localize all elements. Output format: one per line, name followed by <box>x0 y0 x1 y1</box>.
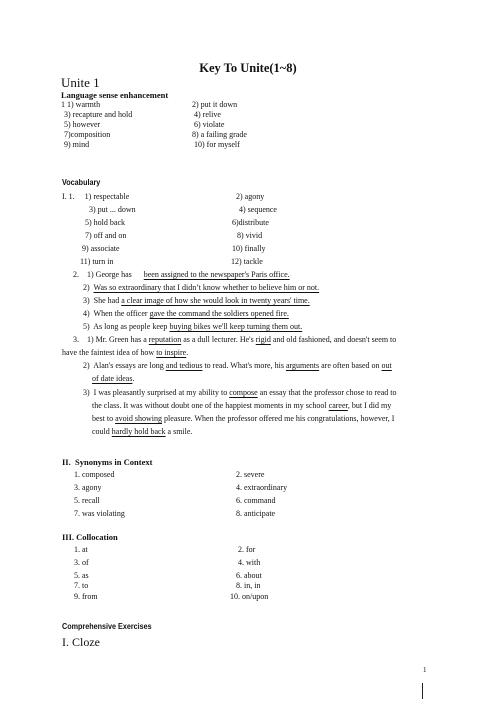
list-item: 4) relive <box>194 110 221 119</box>
paragraph-line: 2) Alan's essays are long and tedious to read. What's more, his arguments are often based on out <box>83 361 392 370</box>
list-item: 2. for <box>238 545 256 554</box>
language-sense-heading: Language sense enhancement <box>61 90 169 100</box>
list-item: 2) put it down <box>192 100 238 109</box>
list-item: 6) violate <box>194 120 225 129</box>
list-item: 7) off and on <box>85 231 127 240</box>
list-item: 3) recapture and hold <box>64 110 133 119</box>
vocabulary-heading: Vocabulary <box>62 178 101 187</box>
paragraph-line: best to avoid showing pleasure. When the professor offered me his congratulations, however, I <box>92 414 395 423</box>
list-item: 3) She had a clear image of how she would look in twenty years' time. <box>83 296 310 305</box>
list-item: 8) a failing grade <box>192 130 247 139</box>
list-item: 3. agony <box>74 483 102 492</box>
page-title: Key To Unite(1~8) <box>199 61 297 75</box>
list-item: 1. at <box>74 545 88 554</box>
list-item: 6. command <box>236 496 276 505</box>
comprehensive-heading: Comprehensive Exercises <box>62 622 152 631</box>
list-item: 3) put ... down <box>89 205 136 214</box>
list-item: 8. in, in <box>236 581 261 590</box>
list-item: 2. 1) George has been assigned to the newspaper's Paris office. <box>73 270 290 279</box>
list-item: 7. was violating <box>74 509 125 518</box>
list-item: 8) vivid <box>237 231 263 240</box>
text-cursor <box>422 683 423 699</box>
paragraph-line: of date ideas. <box>92 374 135 383</box>
list-item: 2) agony <box>236 192 265 201</box>
list-item: 10) for myself <box>194 140 240 149</box>
list-item: 10. on/upon <box>230 592 269 601</box>
list-item: 11) turn in <box>80 257 114 266</box>
list-item: 5. as <box>74 571 89 580</box>
list-item: 3. of <box>74 558 89 567</box>
list-item: 5) however <box>64 120 101 129</box>
list-item: 4) When the officer gave the command the soldiers opened fire. <box>83 309 289 318</box>
list-item: 6. about <box>236 571 262 580</box>
paragraph-line: 3) I was pleasantly surprised at my ability to compose an essay that the professor chose to read to <box>83 388 397 397</box>
cloze-heading: I. Cloze <box>62 635 100 649</box>
list-item: 1 1) warmth <box>61 100 101 109</box>
paragraph-line: could hardly hold back a smile. <box>92 427 193 436</box>
list-item: 7. to <box>74 581 89 590</box>
paragraph-line: the class. It was without doubt one of the happiest moments in my school career, but I did my <box>92 401 392 410</box>
list-item: 5. recall <box>74 496 100 505</box>
list-item: 2. severe <box>236 470 265 479</box>
list-item: 1. composed <box>74 470 115 479</box>
paragraph-line: have the faintest idea of how to inspire. <box>62 348 189 357</box>
list-item: 4) sequence <box>239 205 277 214</box>
unit-heading: Unite 1 <box>61 75 100 90</box>
list-item: 4. extraordinary <box>236 483 288 492</box>
list-item: 4. with <box>238 558 261 567</box>
synonyms-heading: II. Synonyms in Context <box>62 457 153 467</box>
paragraph-line: 3. 1) Mr. Green has a reputation as a dull lecturer. He's rigid and old fashioned, and doesn't seem to <box>73 335 397 344</box>
list-item: 9) associate <box>82 244 120 253</box>
list-item: 9) mind <box>64 140 90 149</box>
collocation-heading: III. Collocation <box>62 532 118 542</box>
list-item: 9. from <box>74 592 98 601</box>
list-item: 10) finally <box>232 244 266 253</box>
list-item: 5) As long as people keep buying bikes we'll keep turning them out. <box>83 322 303 331</box>
list-item: 7)composition <box>64 130 111 139</box>
list-item: 2) Was so extraordinary that I didn’t know whether to believe him or not. <box>83 283 320 292</box>
list-item: 8. anticipate <box>236 509 276 518</box>
list-item: 5) hold back <box>85 218 125 227</box>
list-item: I. 1. 1) respectable <box>62 192 130 201</box>
page-number: 1 <box>423 666 427 674</box>
list-item: 6)distribute <box>232 218 269 227</box>
list-item: 12) tackle <box>231 257 263 266</box>
